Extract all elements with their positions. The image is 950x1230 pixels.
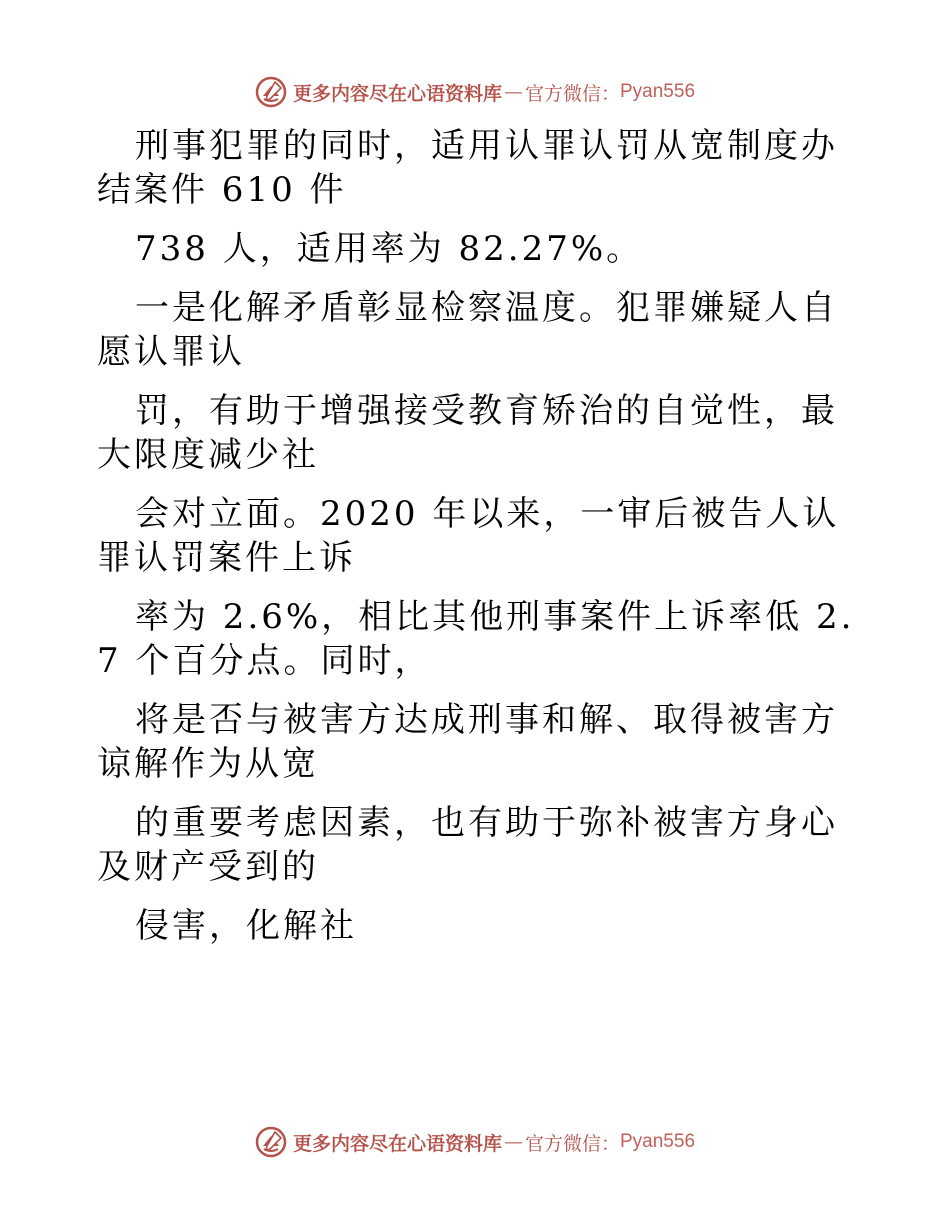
document-body	[97, 124, 857, 948]
footer-watermark	[0, 1122, 950, 1162]
paragraph-8: 的重要考虑因素，也有助于弥补被害方身心及财产受到的	[97, 803, 838, 887]
paragraph-9: 侵害，化解社	[135, 906, 357, 946]
paragraph-4: 罚，有助于增强接受教育矫治的自觉性，最大限度减少社	[97, 391, 838, 475]
footer-wechat-id: Pyan556	[620, 1131, 696, 1152]
header-dash: —	[503, 81, 523, 103]
paragraph-6: 率为 2.6%，相比其他刑事案件上诉率低 2.7 个百分点。同时，	[97, 597, 855, 681]
paragraph-2: 738 人，适用率为 82.27%。	[135, 229, 644, 269]
book-pen-logo-icon	[255, 1126, 287, 1158]
header-wechat-label: 官方微信：	[524, 82, 620, 105]
book-pen-logo-icon	[255, 76, 287, 108]
header-site-name: 更多内容尽在心语资料库	[292, 82, 502, 105]
footer-wechat-label: 官方微信：	[524, 1132, 620, 1155]
paragraph-1: 刑事犯罪的同时，适用认罪认罚从宽制度办结案件 610 件	[97, 126, 838, 210]
paragraph-3: 一是化解矛盾彰显检察温度。犯罪嫌疑人自愿认罪认	[97, 288, 838, 372]
header-wechat-id: Pyan556	[620, 81, 696, 102]
header-watermark	[0, 72, 950, 112]
paragraph-5: 会对立面。2020 年以来，一审后被告人认罪认罚案件上诉	[97, 494, 840, 578]
paragraph-7: 将是否与被害方达成刑事和解、取得被害方谅解作为从宽	[97, 700, 838, 784]
footer-site-name: 更多内容尽在心语资料库	[292, 1132, 502, 1155]
footer-dash: —	[503, 1131, 523, 1153]
